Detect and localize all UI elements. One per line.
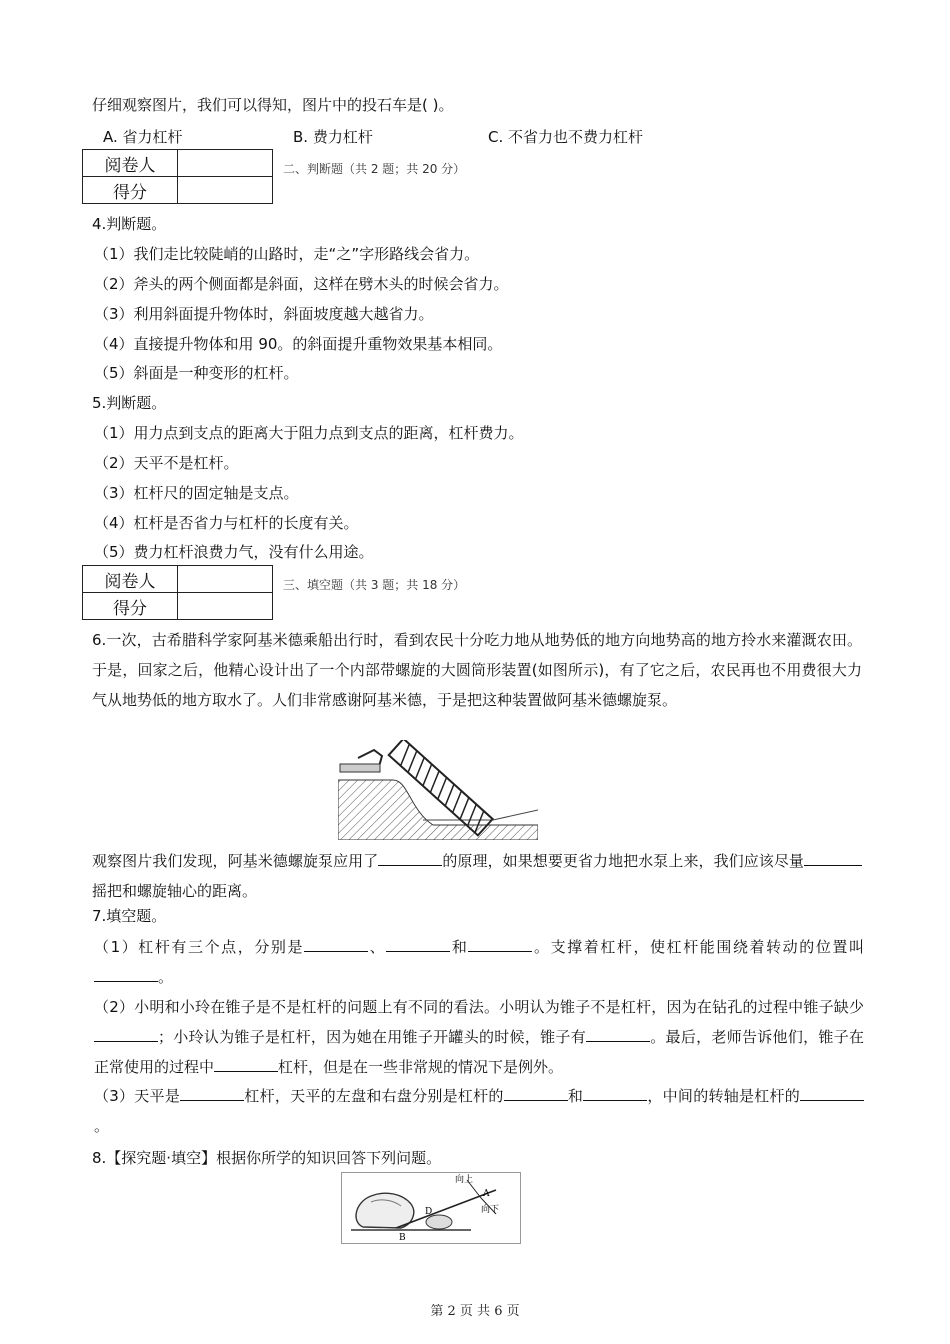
q7-part-2 [94,992,864,1082]
q7-p2-text-d: 杠杆，但是在一些非常规的情况下是例外。 [278,1058,564,1076]
section-2-title: 二、判断题（共 2 题；共 20 分） [283,162,466,176]
reviewer-cell [178,150,273,177]
q5-item-1: （1）用力点到支点的距离大于阻力点到支点的距离，杠杆费力。 [94,424,524,442]
q3-option-a: A. 省力杠杆 [103,128,183,146]
answer-blank[interactable] [804,849,862,866]
label-a: A [483,1189,490,1199]
q4-title: 4.判断题。 [92,215,167,233]
q5-item-2: （2）天平不是杠杆。 [94,454,239,472]
score-cell [178,177,273,204]
reviewer-label: 阅卷人 [83,150,178,177]
reviewer-cell [178,566,273,593]
q3-option-b: B. 费力杠杆 [293,128,373,146]
q7-p2-text-a: （2）小明和小玲在锥子是不是杠杆的问题上有不同的看法。小明认为锥子不是杠杆，因为在钻孔的过程中锥子缺少 [94,998,864,1016]
score-label: 得分 [83,593,178,620]
q4-item-4: （4）直接提升物体和用 90。的斜面提升重物效果基本相同。 [94,335,503,353]
q4-item-2: （2）斧头的两个侧面都是斜面，这样在劈木头的时候会省力。 [94,275,509,293]
answer-blank[interactable] [586,1025,650,1042]
answer-blank[interactable] [94,965,158,982]
answer-blank[interactable] [304,935,368,952]
section-3-title: 三、填空题（共 3 题；共 18 分） [283,578,466,592]
page-footer: 第 2 页 共 6 页 [430,1304,520,1319]
q6-question-part-c: 摇把和螺旋轴心的距离。 [92,882,258,900]
q7-p1-text-b: 、 [368,938,387,956]
score-table-1 [82,149,273,204]
answer-blank[interactable] [583,1084,647,1101]
q7-title: 7.填空题。 [92,907,167,925]
q3-stem: 仔细观察图片，我们可以得知，图片中的投石车是( )。 [92,96,454,114]
q6-question-part-b: 的原理，如果想要更省力地把水泵上来，我们应该尽量 [442,852,804,870]
q7-p1-text-e: 。 [158,968,174,986]
q6-question [92,846,862,906]
q5-item-5: （5）费力杠杆浪费力气，没有什么用途。 [94,543,374,561]
q4-item-1: （1）我们走比较陡峭的山路时，走“之”字形路线会省力。 [94,245,480,263]
archimedes-screw-figure [338,740,538,840]
q7-p2-text-c: 。最后，老师告诉他们，锥子在正常使用的过程中 [94,1028,864,1076]
q7-p1-text-d: 。支撑着杠杆，使杠杆能围绕着转动的位置叫 [532,938,864,956]
q7-p3-text-c: 和 [567,1087,584,1105]
answer-blank[interactable] [504,1084,568,1101]
score-table-2 [82,565,273,620]
q7-p3-text-e: 。 [94,1117,110,1135]
label-down: 向下 [481,1205,500,1215]
q7-p3-text-b: 杠杆，天平的左盘和右盘分别是杠杆的 [244,1087,504,1105]
q6-text: 6.一次，古希腊科学家阿基米德乘船出行时，看到农民十分吃力地从地势低的地方向地势高的地方拎水来灌溉农田。于是，回家之后，他精心设计出了一个内部带螺旋的大圆筒形装置(如图所示)，有了它之后，农民再也不用费很大力气从地势低的地方取水了。人们非常感谢阿基米德，于是把这种装置做阿基米德螺旋泵。 [92,631,862,709]
lever-rock-figure [341,1172,521,1244]
q7-p3-text-a: （3）天平是 [94,1087,181,1105]
answer-blank[interactable] [800,1084,864,1101]
q5-item-3: （3）杠杆尺的固定轴是支点。 [94,484,299,502]
q7-p2-text-b: ；小玲认为锥子是杠杆，因为她在用锥子开罐头的时候，锥子有 [158,1028,586,1046]
answer-blank[interactable] [378,849,442,866]
q4-item-5: （5）斜面是一种变形的杠杆。 [94,364,299,382]
q7-p1-text-c: 和 [450,938,469,956]
q8-title: 8.【探究题·填空】根据你所学的知识回答下列问题。 [92,1149,442,1167]
answer-blank[interactable] [94,1025,158,1042]
label-b: B [399,1233,406,1243]
answer-blank[interactable] [386,935,450,952]
q7-part-1 [94,932,864,992]
q5-item-4: （4）杠杆是否省力与杠杆的长度有关。 [94,514,359,532]
answer-blank[interactable] [214,1055,278,1072]
score-cell [178,593,273,620]
label-up: 向上 [455,1175,474,1185]
answer-blank[interactable] [468,935,532,952]
q4-item-3: （3）利用斜面提升物体时，斜面坡度越大越省力。 [94,305,434,323]
q7-part-3 [94,1081,864,1141]
q6-question-part-a: 观察图片我们发现，阿基米德螺旋泵应用了 [92,852,379,870]
q5-title: 5.判断题。 [92,394,167,412]
reviewer-label: 阅卷人 [83,566,178,593]
label-d: D [425,1207,433,1217]
q7-p3-text-d: ，中间的转轴是杠杆的 [647,1087,800,1105]
answer-blank[interactable] [180,1084,244,1101]
q3-option-c: C. 不省力也不费力杠杆 [488,128,644,146]
q7-p1-text-a: （1）杠杆有三个点，分别是 [94,938,305,956]
score-label: 得分 [83,177,178,204]
